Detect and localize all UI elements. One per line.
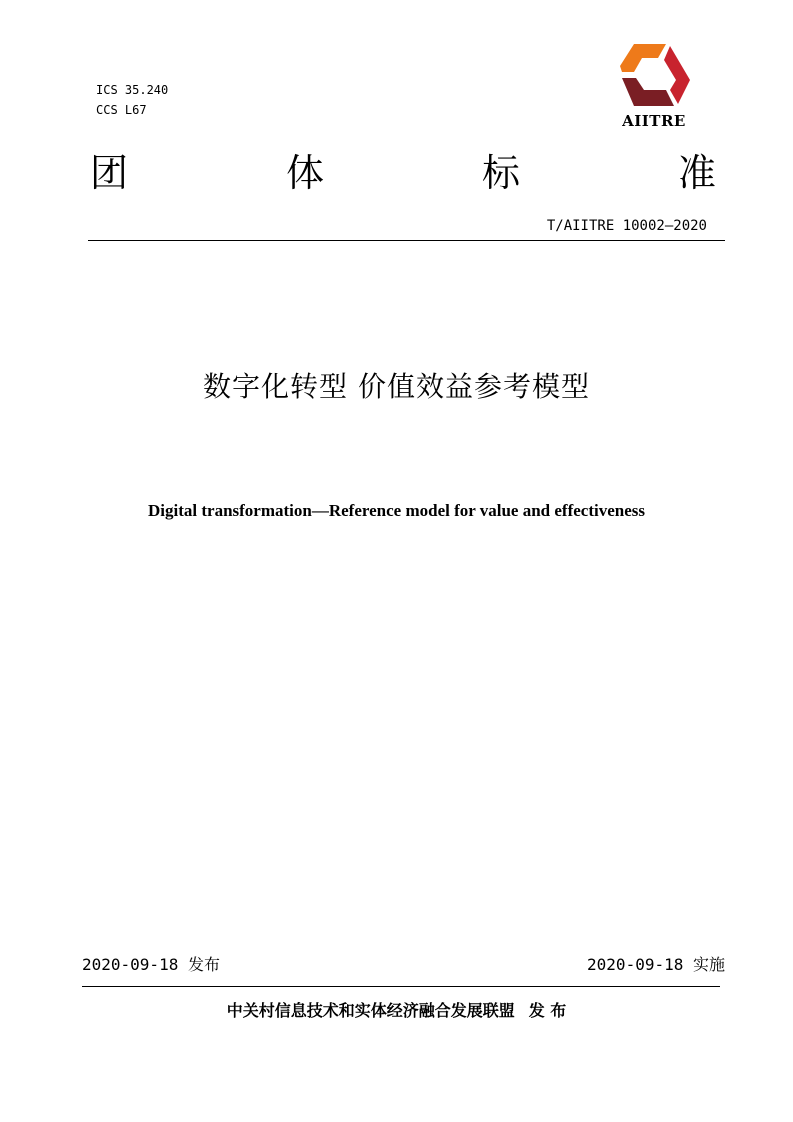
issue-date: 2020-09-18 发布 (82, 955, 220, 974)
ccs-code: CCS L67 (96, 103, 147, 117)
bottom-divider (82, 986, 720, 987)
ics-code: ICS 35.240 (96, 83, 169, 97)
logo-maroon-segment (622, 78, 674, 106)
document-title-english: Digital transformation—Reference model for value and effectiveness (148, 501, 645, 520)
implementation-date: 2020-09-18 实施 (587, 955, 725, 974)
standard-number: T/AIITRE 10002—2020 (546, 218, 707, 234)
aiitre-hexagon-icon (614, 40, 694, 112)
standard-type-char: 体 (285, 151, 324, 195)
logo-orange-segment (620, 44, 666, 72)
aiitre-logo (606, 40, 702, 132)
top-divider (88, 240, 725, 241)
standard-type-char: 准 (677, 151, 716, 195)
publisher-action: 发 布 (528, 1001, 567, 1020)
logo-text: AIITRE (622, 112, 686, 130)
standard-type-char: 团 (90, 151, 129, 195)
publisher-line (0, 998, 793, 1024)
document-title-chinese: 数字化转型 价值效益参考模型 (203, 370, 590, 403)
standard-type-heading (90, 148, 716, 198)
classification-codes (96, 80, 168, 120)
publisher-name: 中关村信息技术和实体经济融合发展联盟 (226, 1001, 515, 1020)
standard-type-char: 标 (481, 151, 520, 195)
